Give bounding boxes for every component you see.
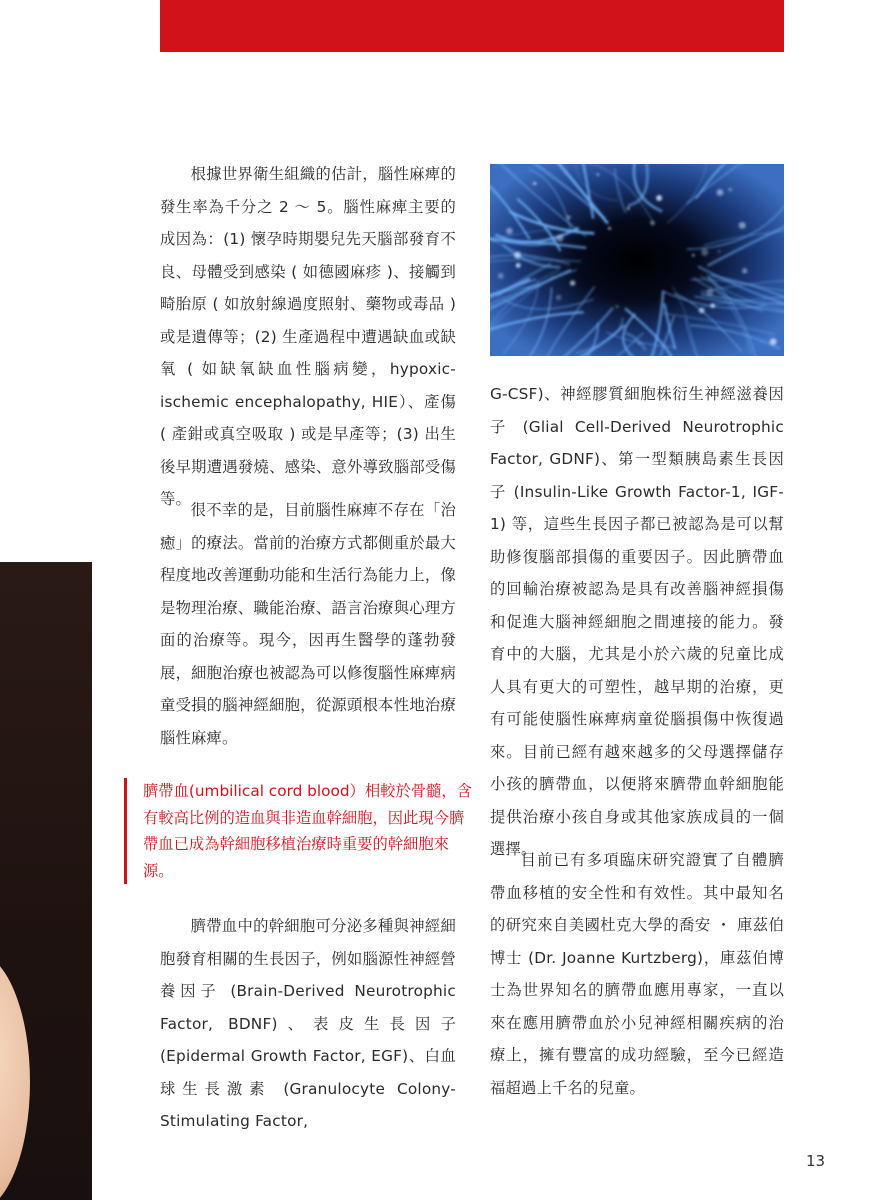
header-red-bar [160,0,784,52]
neuron-node [627,207,630,210]
neuron-node [557,235,564,242]
neuron-network-graphic [490,164,784,356]
neuron-node [556,295,562,301]
left-paragraph-1: 根據世界衛生組織的估計，腦性麻痺的發生率為千分之 2 ～ 5。腦性麻痺主要的成因為：(1) 懷孕時期嬰兒先天腦部發育不良、母體受到感染 ( 如德國麻疹 )、接觸到畸胎原 ( 如放射線過度照射、藥物或毒品 ) 或是遺傳等；(2) 生產過程中遭遇缺血或缺氧 ( 如缺氧缺血性腦病變，hypoxic-ischemic encephalopathy, HIE）、產傷 ( 產鉗或真空吸取 ) 或是早產等；(3) 出生後早期遭遇發燒、感染、意外導致腦部受傷等。 [160,165,456,508]
neuron-node [710,303,715,308]
neuron-node [616,305,619,308]
neuron-node [717,189,724,196]
neuron-node [638,343,640,345]
neuron-node [656,195,662,201]
left-paragraph-2: 很不幸的是，目前腦性麻痺不存在「治癒」的療法。當前的治療方式都側重於最大程度地改善運動功能和生活行為能力上，像是物理治療、職能治療、語言治療與心理方面的治療等。現今，因再生醫學的蓬勃發展，細胞治療也被認為可以修復腦性麻痺病童受損的腦神經細胞，從源頭根本性地治療腦性麻痺。 [160,501,456,747]
neuron-node [597,173,600,176]
right-paragraph-2: 目前已有多項臨床研究證實了自體臍帶血移植的安全性和有效性。其中最知名的研究來自美國杜克大學的喬安 ・ 庫茲伯博士 (Dr. Joanne Kurtzberg)，庫茲伯博士為世界知名的臍帶血應用專家，一直以來在應用臍帶血於小兒神經相關疾病的治療上，擁有豐富的成功經驗，至今已經造福超過上千名的兒童。 [490,851,784,1097]
right-column [490,378,784,866]
neuron-node [718,250,721,253]
neuron-node [516,263,521,268]
neuron-node [692,254,695,257]
neuron-network-image [490,164,784,356]
left-paragraph-3: 臍帶血中的幹細胞可分泌多種與神經細胞發育相關的生長因子，例如腦源性神經營養因子 (Brain-Derived Neurotrophic Factor, BDNF)、表皮生長因子 (Epidermal Growth Factor, EGF)、白血球生長激素 (Granulocyte Colony-Stimulating Factor, [160,917,456,1130]
pull-quote: 臍帶血(umbilical cord blood）相較於骨髓，含有較高比例的造血與非造血幹細胞，因此現今臍帶血已成為幹細胞移植治療時重要的幹細胞來源。 [124,778,475,884]
left-column-3 [160,910,456,1138]
neuron-node [506,228,513,235]
neuron-node [533,182,536,185]
neuron-node [650,221,655,226]
neuron-node [498,273,504,279]
left-column-2 [160,494,456,754]
side-photo [0,562,92,1200]
right-column-2 [490,844,784,1104]
neuron-node [770,338,777,345]
neuron-node [514,252,521,259]
neuron-node [570,280,575,285]
neuron-node [706,289,713,296]
neuron-node [608,227,611,230]
right-paragraph-1: G-CSF)、神經膠質細胞株衍生神經滋養因子 (Glial Cell-Derived Neurotrophic Factor, GDNF)、第一型類胰島素生長因子 (Insulin-Like Growth Factor-1, IGF-1) 等，這些生長因子都已被認為是可以幫助修復腦部損傷的重要因子。因此臍帶血的回輸治療被認為是具有改善腦神經損傷和促進大腦神經細胞之間連接的能力。發育中的大腦，尤其是小於六歲的兒童比成人具有更大的可塑性，越早期的治療，更有可能使腦性麻痺病童從腦損傷中恢復過來。目前已經有越來越多的父母選擇儲存小孩的臍帶血，以便將來臍帶血幹細胞能提供治療小孩自身或其他家族成員的一個選擇。 [490,385,784,858]
neuron-node [566,215,571,220]
neuron-node [742,268,747,273]
neuron-node [699,308,705,314]
neuron-node [739,222,746,229]
page-number: 13 [806,1152,826,1170]
neuron-node [728,188,732,192]
neuron-node [701,249,708,256]
left-column [160,158,456,516]
side-photo-skin [0,952,30,1200]
